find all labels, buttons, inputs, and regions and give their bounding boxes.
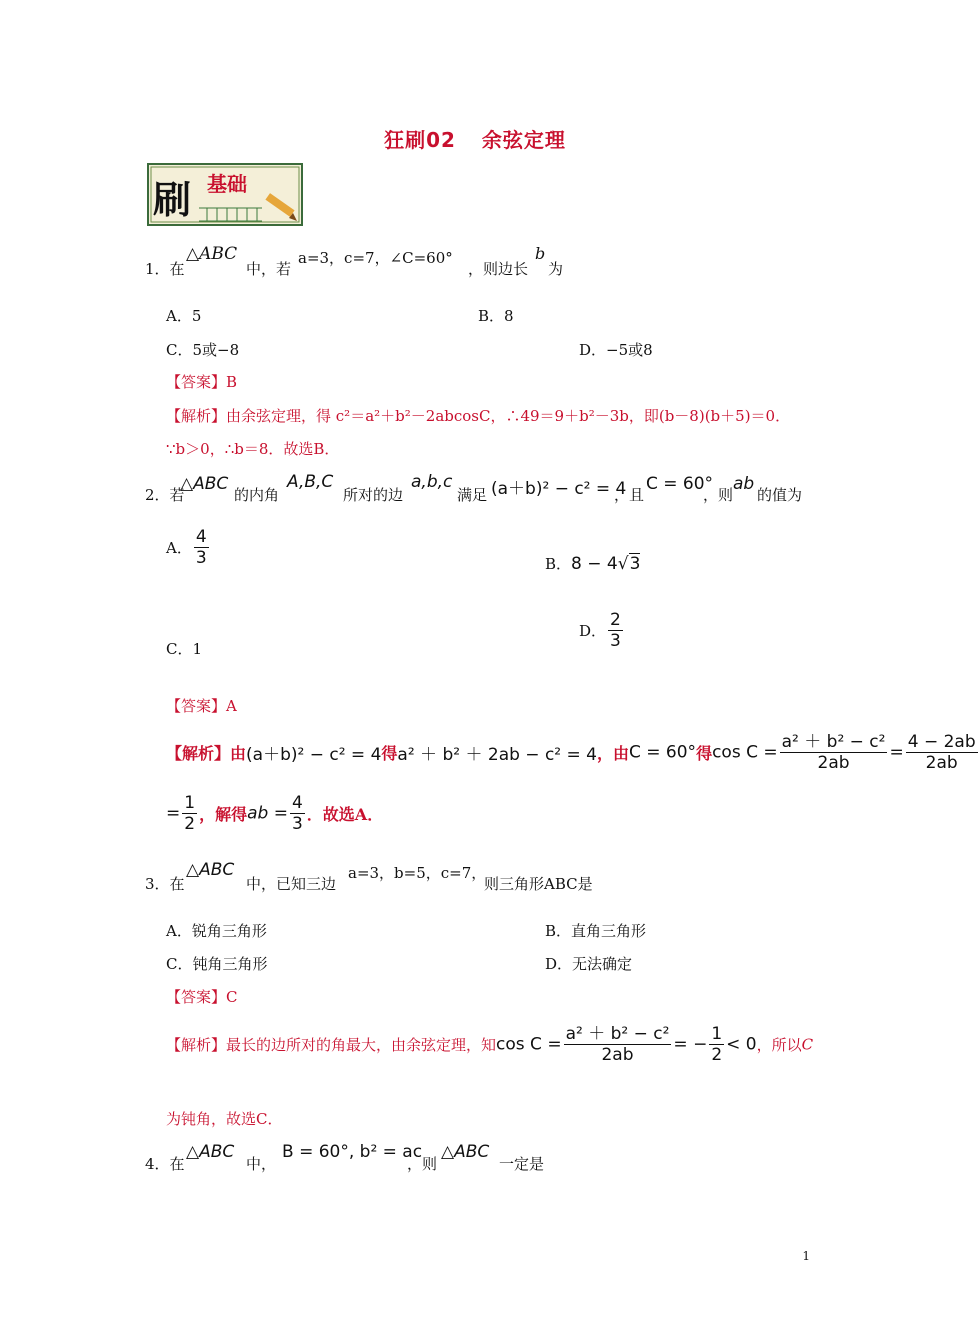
title-part2: 余弦定理 bbox=[481, 128, 566, 152]
question-4: 4．在 bbox=[145, 1155, 185, 1173]
q3-option-b: B．直角三角形 bbox=[545, 922, 647, 940]
q3-analysis-line2: 为钝角，故选C． bbox=[166, 1110, 283, 1128]
q2-answer: 【答案】A bbox=[166, 697, 237, 715]
q2-option-b: B．8 − 4√3 bbox=[545, 554, 641, 574]
q1-triangle: △ABC bbox=[186, 244, 238, 264]
page-title bbox=[0, 124, 950, 153]
q4-mid2: ，则 bbox=[407, 1155, 438, 1173]
q1-mid: 中，若 bbox=[246, 260, 292, 278]
q2-mid3: 满足 bbox=[457, 486, 488, 504]
q2-mid5: ，则 bbox=[703, 486, 734, 504]
q2-option-a: A． $\frac{4}{3}$ bbox=[166, 527, 207, 568]
q1-answer: 【答案】B bbox=[166, 373, 238, 391]
question-1 bbox=[145, 258, 185, 279]
q1-option-c: C．5或−8 bbox=[166, 341, 240, 359]
q4-mid: 中， bbox=[246, 1155, 277, 1173]
q4-triangle2: △ABC bbox=[441, 1142, 490, 1162]
q1-num: 1．在 bbox=[145, 260, 185, 278]
q2-triangle: △ABC bbox=[180, 474, 229, 494]
q3-end: 则三角形ABC是 bbox=[484, 875, 593, 893]
q2-mid4: ，且 bbox=[614, 486, 645, 504]
q4-triangle: △ABC bbox=[186, 1142, 235, 1162]
q1-analysis: 【解析】由余弦定理，得 c²＝a²＋b²－2abcosC，∴49＝9＋b²－3b，即(b－8)(b＋5)＝0． bbox=[166, 407, 791, 425]
q3-option-c: C．钝角三角形 bbox=[166, 955, 268, 973]
q4-condition: B = 60°, b² = ac bbox=[282, 1142, 423, 1162]
q1-option-b: B．8 bbox=[478, 307, 514, 325]
q2-sides: a,b,c bbox=[411, 472, 453, 492]
q1-end: 为 bbox=[548, 260, 564, 278]
sticker-top-chars: 基础 bbox=[207, 172, 247, 196]
q2-condition2: C = 60° bbox=[646, 474, 714, 494]
q1-b: b bbox=[535, 244, 546, 263]
page-number: 1 bbox=[802, 1249, 810, 1263]
title-part1: 狂刷02 bbox=[384, 128, 456, 152]
q3-option-d: D．无法确定 bbox=[545, 955, 633, 973]
q2-angles: A,B,C bbox=[287, 472, 334, 492]
q1-option-d: D．−5或8 bbox=[579, 341, 653, 359]
q2-analysis: 【解析】由(a＋b)² − c² = 4得a² ＋ b² ＋ 2ab − c² = 4，由C = 60°得cos C = $\frac{\text{a² ＋ b² − c²}}{2ab}$ = $\frac{4 - 2ab}{2ab}$ bbox=[166, 732, 976, 773]
question-2: 2．若 bbox=[145, 486, 185, 504]
q2-end: 的值为 bbox=[757, 486, 803, 504]
q3-answer: 【答案】C bbox=[166, 988, 238, 1006]
q3-triangle: △ABC bbox=[186, 860, 235, 880]
sticker-main-char: 刷 bbox=[153, 177, 192, 222]
q2-option-c: C．1 bbox=[166, 640, 203, 658]
basics-sticker bbox=[147, 163, 303, 226]
q2-ab: ab bbox=[733, 474, 755, 494]
q3-mid: 中，已知三边 bbox=[246, 875, 337, 893]
q3-analysis: 【解析】最长的边所对的角最大，由余弦定理，知cos C = $\frac{\text{a² ＋ b² − c²}}{2ab}$ = − $\frac{1}{2}$ < 0，所以C bbox=[166, 1024, 814, 1065]
q1-tail: ，则边长 bbox=[468, 260, 529, 278]
q2-mid1: 的内角 bbox=[234, 486, 280, 504]
q2-option-d: D． $\frac{2}{3}$ bbox=[579, 610, 621, 651]
q2-mid2: 所对的边 bbox=[343, 486, 404, 504]
q2-analysis-line2: = $\frac{1}{2}$ ，解得ab = $\frac{4}{3}$ ．故选A． bbox=[166, 793, 384, 834]
q1-analysis-line2: ∵b＞0，∴b＝8．故选B． bbox=[166, 440, 340, 458]
q2-condition: (a＋b)² − c² = 4 bbox=[491, 479, 627, 499]
q3-option-a: A．锐角三角形 bbox=[166, 922, 267, 940]
q1-condition: a=3，c=7，∠C=60° bbox=[298, 249, 453, 267]
question-3: 3．在 bbox=[145, 875, 185, 893]
q4-end: 一定是 bbox=[499, 1155, 545, 1173]
q1-option-a: A．5 bbox=[166, 307, 202, 325]
q3-condition: a=3，b=5，c=7， bbox=[348, 864, 487, 882]
